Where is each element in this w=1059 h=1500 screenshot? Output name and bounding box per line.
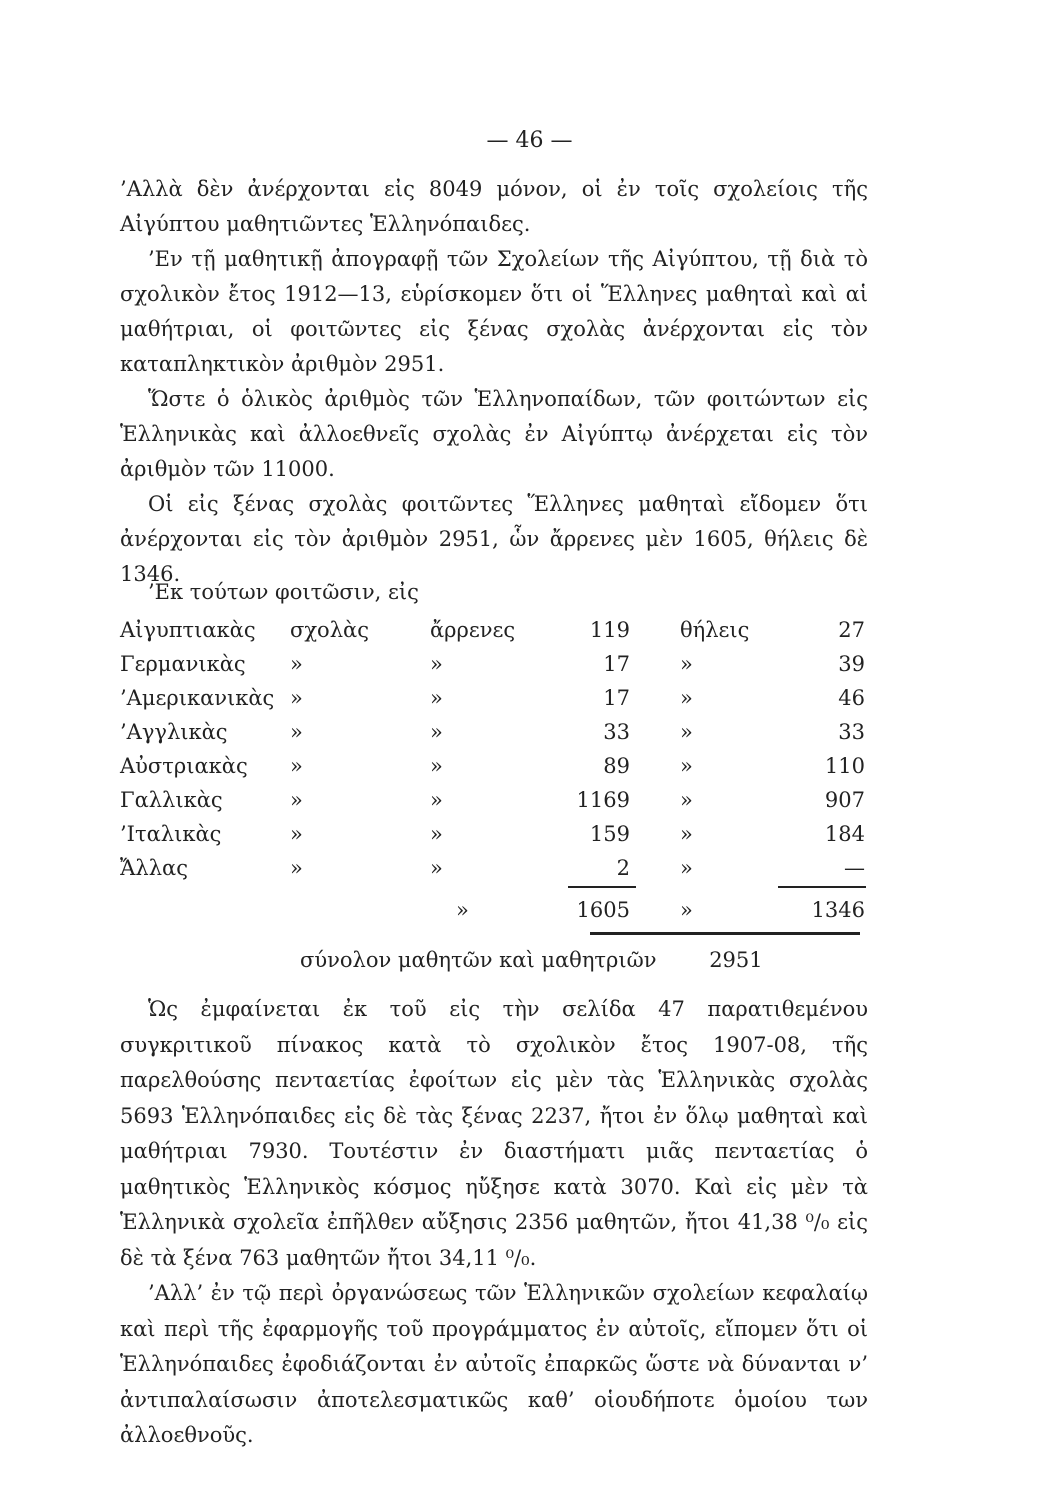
females-total: 1346 — [811, 898, 865, 922]
sum-rule-males — [568, 886, 636, 888]
table-row — [120, 788, 880, 818]
ditto-mark: » — [290, 652, 303, 676]
males-count: 2 — [616, 856, 630, 880]
ditto-mark: » — [456, 898, 469, 922]
table-row — [120, 754, 880, 784]
ditto-mark: » — [430, 822, 443, 846]
page-number: — 46 — — [486, 128, 573, 153]
females-count: 27 — [838, 618, 865, 642]
table-row — [120, 720, 880, 750]
females-count: 110 — [824, 754, 865, 778]
ditto-mark: » — [430, 754, 443, 778]
table-row — [120, 618, 880, 648]
table-row — [120, 856, 880, 886]
grand-total-value: 2951 — [709, 948, 763, 972]
males-count: 89 — [603, 754, 630, 778]
ditto-mark: » — [680, 822, 693, 846]
ditto-mark: » — [680, 720, 693, 744]
females-count: 907 — [824, 788, 865, 812]
males-count: 159 — [589, 822, 630, 846]
paragraph: Ὥστε ὁ ὁλικὸς ἀριθμὸς τῶν Ἑλληνοπαίδων, τῶν φοιτώντων εἰς Ἑλληνικὰς καὶ ἀλλοεθνεῖς σχολὰς ἐν Αἰγύπτῳ ἀνέρχεται εἰς τὸν ἀριθμὸν τῶν 11000. — [120, 387, 868, 481]
ditto-mark: » — [290, 686, 303, 710]
ditto-mark: » — [430, 686, 443, 710]
ditto-mark: » — [680, 898, 693, 922]
school-type: Ἄλλας — [120, 856, 188, 880]
males-count: 119 — [589, 618, 630, 642]
ditto-mark: » — [430, 856, 443, 880]
school-type: Γαλλικὰς — [120, 788, 223, 812]
males-count: 17 — [603, 686, 630, 710]
ditto-mark: » — [290, 788, 303, 812]
top-text-block — [120, 172, 868, 592]
females-count: — — [844, 856, 865, 880]
paragraph: Ὡς ἐμφαίνεται ἐκ τοῦ εἰς τὴν σελίδα 47 παρατιθεμένου συγκριτικοῦ πίνακος κατὰ τὸ σχολικὸν ἔτος 1907-08, τῆς παρελθούσης πενταετίας ἐφοίτων εἰς μὲν τὰς Ἑλληνικὰς σχολὰς 5693 Ἑλληνόπαιδες εἰς δὲ τὰς ξένας 2237, ἤτοι ἐν ὅλῳ μαθηταὶ καὶ μαθήτριαι 7930. Τουτέστιν ἐν διαστήματι μιᾶς πενταετίας ὁ μαθητικὸς Ἑλληνικὸς κόσμος ηὔξησε κατὰ 3070. Καὶ εἰς μὲν τὰ Ἑλληνικὰ σχολεῖα ἐπῆλθεν αὔξησις 2356 μαθητῶν, ἤτοι 41,38 ⁰/₀ εἰς δὲ τὰ ξένα 763 μαθητῶν ἤτοι 34,11 ⁰/₀. — [120, 997, 868, 1270]
ditto-mark: » — [290, 754, 303, 778]
paragraph: ’Αλλ’ ἐν τῷ περὶ ὀργανώσεως τῶν Ἑλληνικῶν σχολείων κεφαλαίῳ καὶ περὶ τῆς ἐφαρμογῆς τοῦ προγράμματος ἐν αὐτοῖς, εἴπομεν ὅτι οἱ Ἑλληνόπαιδες ἐφοδιάζονται ἐν αὐτοῖς ἐπαρκῶς ὥστε νὰ δύνανται ν’ ἀντιπαλαίσωσιν ἀποτελεσματικῶς καθ’ οἱουδήποτε ὁμοίου των ἀλλοεθνοῦς. — [120, 1281, 868, 1447]
school-type: Αἰγυπτιακὰς — [120, 618, 256, 642]
bottom-text-block — [120, 992, 868, 1454]
school-type: ’Αμερικανικὰς — [120, 686, 275, 710]
school-type: Γερμανικὰς — [120, 652, 246, 676]
grand-total-label: σύνολον μαθητῶν καὶ μαθητριῶν — [300, 948, 657, 972]
ditto-mark: » — [680, 754, 693, 778]
ditto-mark: » — [430, 652, 443, 676]
school-type: ’Αγγλικὰς — [120, 720, 228, 744]
schools-table — [120, 580, 880, 980]
ditto-mark: » — [680, 686, 693, 710]
males-label: ἄρρενες — [430, 618, 516, 642]
females-label: θήλεις — [680, 618, 750, 642]
grand-total-rule — [590, 932, 860, 935]
paragraph: Οἱ εἰς ξένας σχολὰς φοιτῶντες Ἕλληνες μαθηταὶ εἴδομεν ὅτι ἀνέρχονται εἰς τὸν ἀριθμὸν 2951, ὧν ἄρρενες μὲν 1605, θήλεις δὲ 1346. — [120, 492, 868, 586]
males-count: 17 — [603, 652, 630, 676]
ditto-mark: » — [430, 720, 443, 744]
ditto-mark: » — [680, 856, 693, 880]
ditto-mark: » — [680, 652, 693, 676]
school-type: Αὐστριακὰς — [120, 754, 248, 778]
ditto-mark: » — [290, 822, 303, 846]
females-count: 39 — [838, 652, 865, 676]
ditto-mark: » — [430, 788, 443, 812]
sum-rule-females — [778, 886, 866, 888]
totals-row — [120, 898, 880, 928]
males-count: 1169 — [576, 788, 630, 812]
ditto-mark: » — [290, 720, 303, 744]
males-total: 1605 — [576, 898, 630, 922]
ditto-mark: » — [680, 788, 693, 812]
table-row — [120, 686, 880, 716]
table-row — [120, 652, 880, 682]
females-count: 184 — [824, 822, 865, 846]
table-intro: ’Εκ τούτων φοιτῶσιν, εἰς — [148, 580, 419, 604]
grand-total-line — [300, 948, 763, 972]
paragraph: ’Εν τῇ μαθητικῇ ἀπογραφῇ τῶν Σχολείων τῆς Αἰγύπτου, τῇ διὰ τὸ σχολικὸν ἔτος 1912—13, εὑρίσκομεν ὅτι οἱ Ἕλληνες μαθηταὶ καὶ αἱ μαθήτριαι, οἱ φοιτῶντες εἰς ξένας σχολὰς ἀνέρχονται εἰς τὸν καταπληκτικὸν ἀριθμὸν 2951. — [120, 247, 868, 376]
females-count: 33 — [838, 720, 865, 744]
table-row — [120, 822, 880, 852]
schools-word: σχολὰς — [290, 618, 369, 642]
females-count: 46 — [838, 686, 865, 710]
ditto-mark: » — [290, 856, 303, 880]
school-type: ’Ιταλικὰς — [120, 822, 222, 846]
males-count: 33 — [603, 720, 630, 744]
paragraph: ’Αλλὰ δὲν ἀνέρχονται εἰς 8049 μόνον, οἱ ἐν τοῖς σχολείοις τῆς Αἰγύπτου μαθητιῶντες Ἑλληνόπαιδες. — [120, 177, 868, 236]
